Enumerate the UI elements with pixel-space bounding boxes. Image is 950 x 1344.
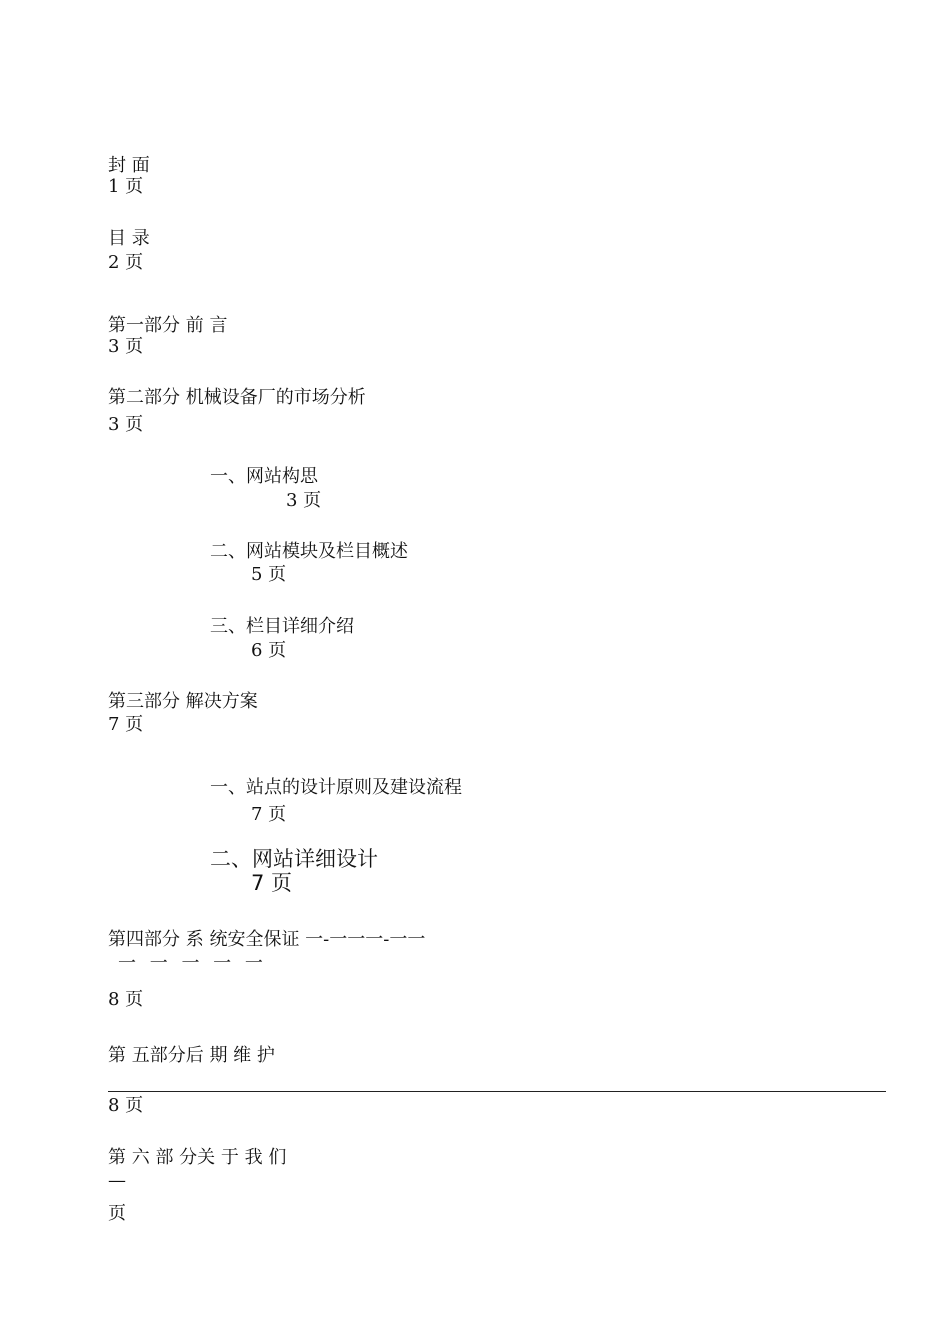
toc-subentry-part2-2-title: 二、网站模块及栏目概述 [210, 541, 408, 562]
toc-subentry-part2-2-page: 5 页 [251, 564, 287, 585]
toc-subentry-part2-1-title: 一、网站构思 [210, 466, 318, 487]
toc-entry-cover-title: 封 面 [108, 155, 150, 176]
toc-entry-part2-title: 第二部分 机械设备厂的市场分析 [108, 387, 366, 408]
toc-entry-part5-title: 第 五部分后 期 维 护 [108, 1045, 275, 1066]
toc-subentry-part3-1-page: 7 页 [251, 804, 287, 825]
toc-entry-part6-title: 第 六 部 分关 于 我 们 [108, 1147, 287, 1168]
toc-entry-part4-leader: 一 一 一 一 一 [118, 953, 267, 967]
toc-subentry-part3-2-page: 7 页 [251, 871, 293, 895]
toc-entry-part3-title: 第三部分 解决方案 [108, 691, 258, 712]
toc-subentry-part3-2-title: 二、网站详细设计 [210, 847, 378, 871]
toc-entry-part6-leader: — [108, 1170, 126, 1191]
toc-entry-part1-page: 3 页 [108, 336, 144, 357]
toc-entry-contents-page: 2 页 [108, 252, 144, 273]
toc-entry-part3-page: 7 页 [108, 714, 144, 735]
toc-subentry-part2-3-title: 三、栏目详细介绍 [210, 616, 354, 637]
toc-subentry-part3-1-title: 一、站点的设计原则及建设流程 [210, 777, 462, 798]
horizontal-rule [108, 1091, 886, 1092]
toc-entry-part2-page: 3 页 [108, 414, 144, 435]
toc-entry-part1-title: 第一部分 前 言 [108, 315, 228, 336]
toc-subentry-part2-3-page: 6 页 [251, 640, 287, 661]
toc-entry-part5-page: 8 页 [108, 1095, 144, 1116]
toc-entry-part6-page: 页 [108, 1203, 126, 1224]
toc-entry-cover-page: 1 页 [108, 176, 144, 197]
toc-entry-contents-title: 目 录 [108, 228, 150, 249]
toc-entry-part4-page: 8 页 [108, 989, 144, 1010]
toc-subentry-part2-1-page: 3 页 [286, 490, 322, 511]
toc-entry-part4-title: 第四部分 系 统安全保证 一-一一一-一一 [108, 929, 426, 950]
